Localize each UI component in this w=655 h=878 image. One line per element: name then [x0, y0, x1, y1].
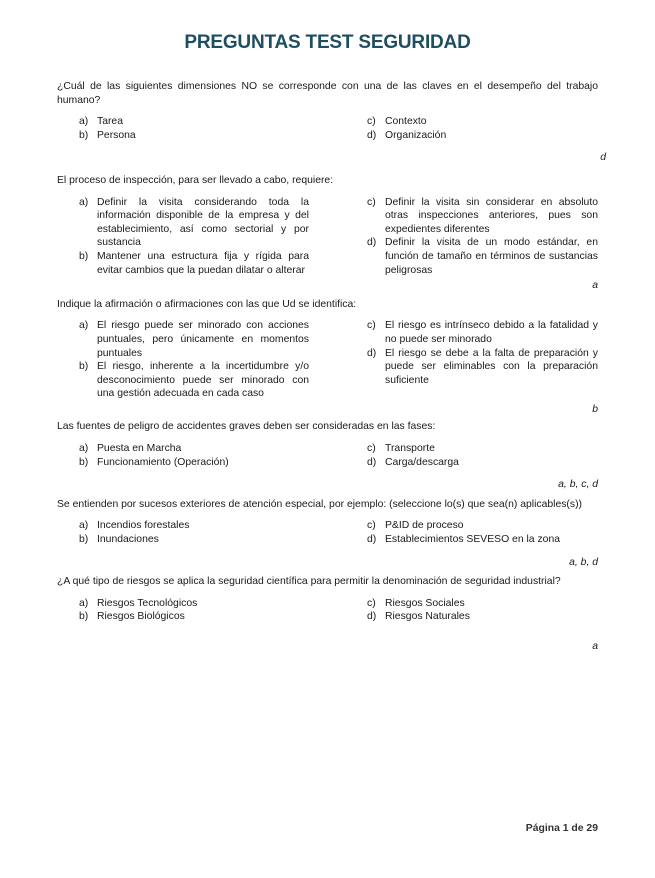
option-c: c) Transporte — [367, 443, 435, 455]
option-c: c) Riesgos Sociales — [367, 597, 465, 609]
answer: a, b, c, d — [558, 479, 598, 491]
option-a: a) Puesta en Marcha — [79, 443, 182, 455]
question-stem: Se entienden por sucesos exteriores de atención especial, por ejemplo: (seleccione lo(s) que sea(n) aplicables(s)) — [57, 498, 583, 510]
options — [57, 442, 598, 469]
option-b: b) Inundaciones — [79, 534, 159, 546]
option-a: a) Tarea — [79, 116, 123, 128]
question-5 — [57, 498, 598, 569]
question-6 — [57, 575, 598, 653]
option-d: d) Carga/descarga — [367, 456, 459, 468]
page-number: Página 1 de 29 — [525, 823, 598, 834]
question-stem: ¿Cuál de las siguientes dimensiones NO se corresponde con una de las claves en el desempeño del trabajo humano? — [57, 81, 598, 106]
answer: b — [592, 403, 598, 415]
option-b: b) Mantener una estructura fija y rígida para evitar cambios que la puedan dilatar o alterar — [79, 250, 309, 276]
option-d: d) Riesgos Naturales — [367, 611, 470, 623]
option-a: a) Definir la visita considerando toda la información disponible de la empresa y del establecimiento, así como sectorial y por sustancia — [79, 196, 309, 249]
option-b: b) El riesgo, inherente a la incertidumbre y/o desconocimiento puede ser minorado con una gestión adecuada en cada caso — [79, 361, 309, 400]
option-b: b) Riesgos Biológicos — [79, 611, 185, 623]
option-b: b) Funcionamiento (Operación) — [79, 456, 229, 468]
option-d: d) El riesgo se debe a la falta de preparación y puede ser eliminables con la preparación suficiente — [367, 347, 598, 386]
option-c: c) P&ID de proceso — [367, 520, 464, 532]
option-a: a) El riesgo puede ser minorado con acciones puntuales, pero únicamente en momentos puntuales — [79, 320, 309, 359]
answer: a — [592, 641, 598, 652]
question-4 — [57, 420, 598, 491]
option-b: b) Persona — [79, 129, 136, 141]
options — [57, 196, 598, 278]
question-stem: Las fuentes de peligro de accidentes graves deben ser consideradas en las fases: — [57, 421, 436, 433]
option-d: d) Establecimientos SEVESO en la zona — [367, 534, 561, 546]
option-c: c) Definir la visita sin considerar en absoluto otras inspecciones anteriores, pues son expedientes diferentes — [367, 196, 598, 235]
page-title: PREGUNTAS TEST SEGURIDAD — [184, 32, 471, 53]
option-a: a) Riesgos Tecnológicos — [79, 597, 198, 609]
options — [57, 597, 598, 624]
question-stem: Indique la afirmación o afirmaciones con las que Ud se identifica: — [57, 298, 357, 310]
options — [57, 519, 598, 546]
option-d: d) Definir la visita de un modo estándar, en función de tamaño en términos de sustancias peligrosas — [367, 237, 598, 276]
question-2 — [57, 174, 598, 293]
option-c: c) El riesgo es intrínseco debido a la fatalidad y no puede ser minorado — [367, 320, 598, 345]
option-d: d) Organización — [367, 129, 447, 141]
options — [57, 319, 598, 401]
option-c: c) Contexto — [367, 116, 427, 128]
question-stem: ¿A qué tipo de riesgos se aplica la seguridad científica para permitir la denominación de seguridad industrial? — [57, 576, 561, 588]
option-a: a) Incendios forestales — [79, 520, 190, 532]
answer: a — [592, 280, 598, 292]
answer: d — [600, 152, 606, 164]
question-1 — [57, 80, 606, 165]
document-page — [0, 30, 655, 878]
options — [57, 115, 598, 142]
question-stem: El proceso de inspección, para ser llevado a cabo, requiere: — [57, 174, 334, 186]
question-3 — [57, 298, 598, 417]
answer: a, b, d — [569, 556, 598, 568]
